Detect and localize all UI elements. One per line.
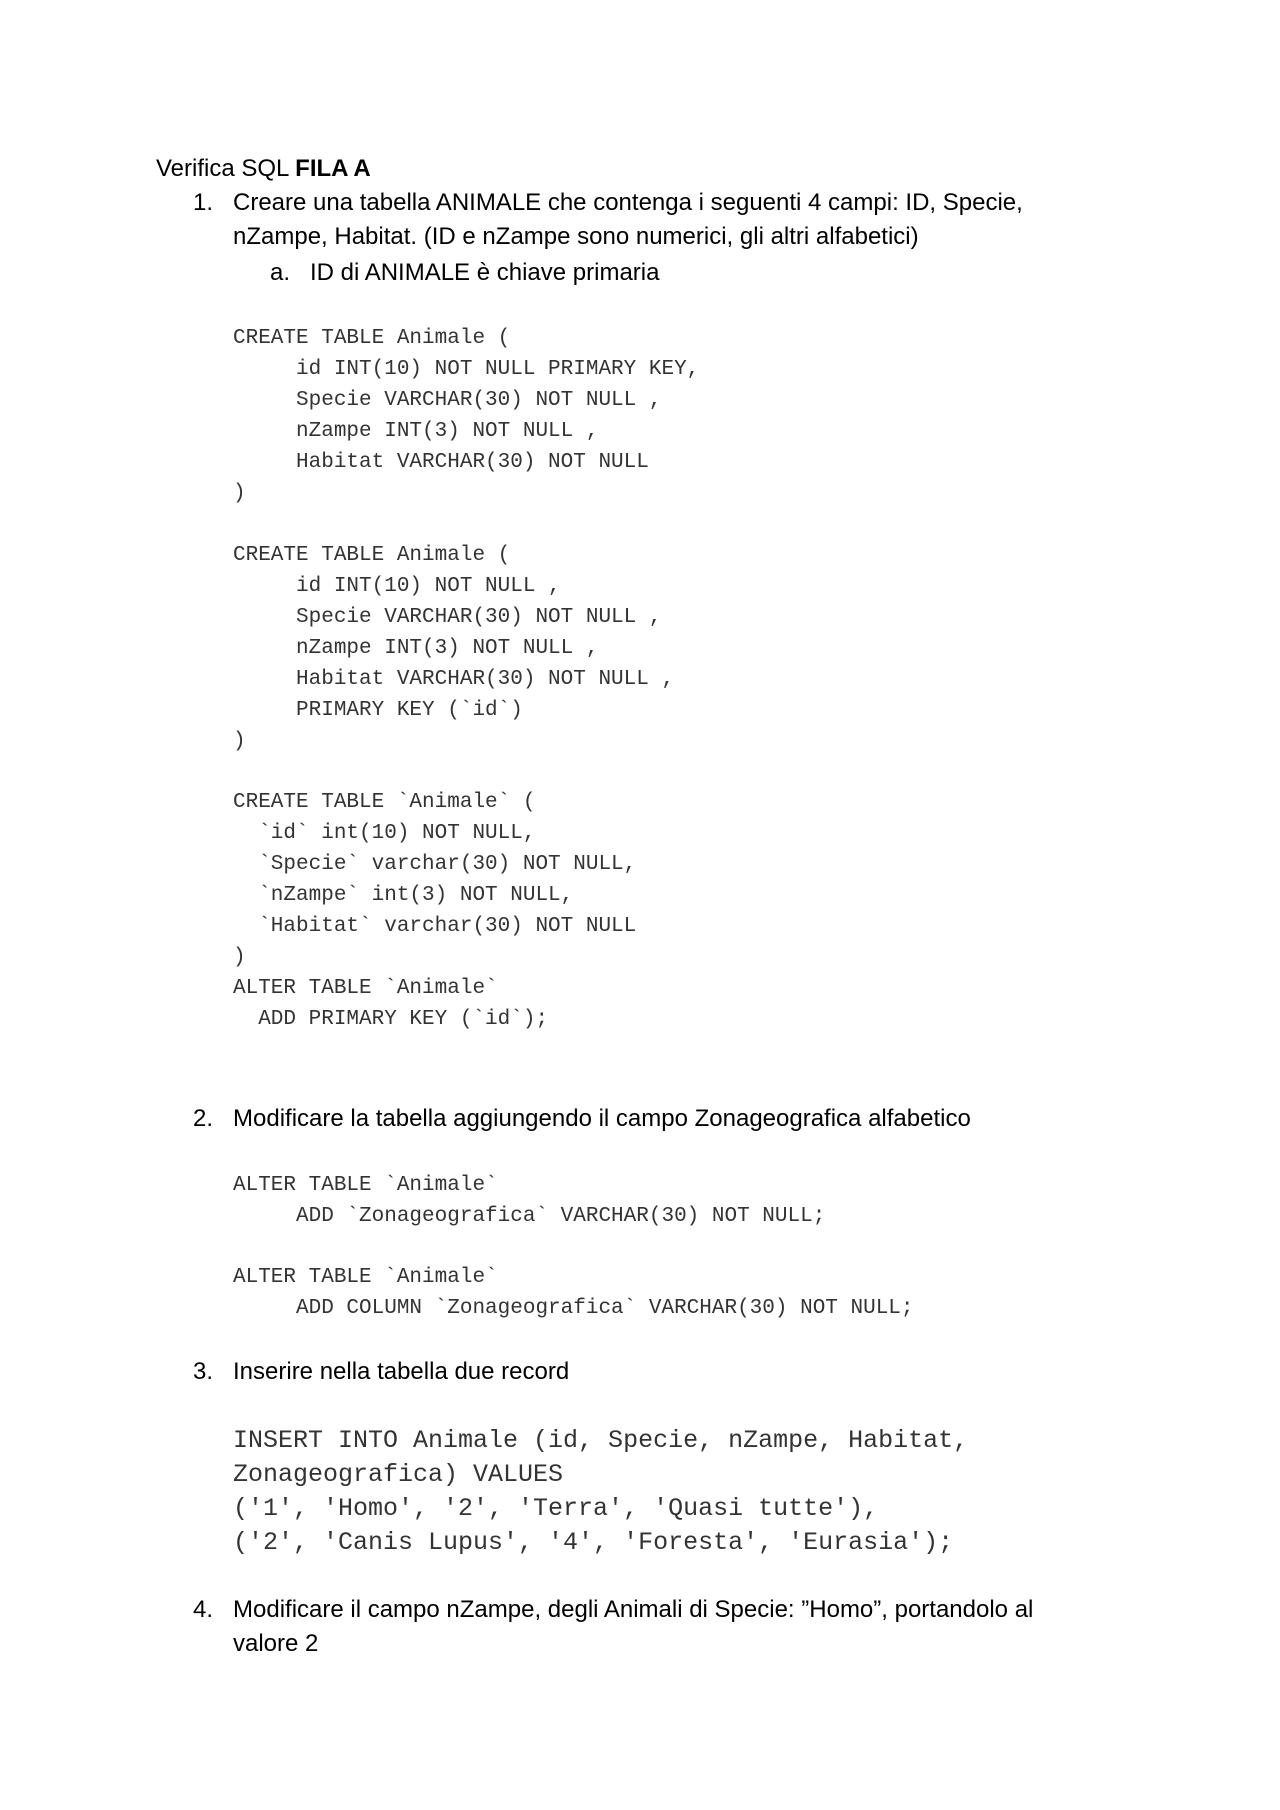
question-text-line2: valore 2 (233, 1630, 319, 1657)
question-1 (193, 186, 1023, 220)
question-text-line1: Modificare la tabella aggiungendo il campo Zonageografica alfabetico (233, 1105, 971, 1132)
question-1-sub-a (270, 256, 659, 290)
question-3 (193, 1355, 569, 1389)
question-text-line1: Modificare il campo nZampe, degli Animali di Specie: ”Homo”, portandolo al (233, 1596, 1034, 1623)
question-number: 4. (193, 1596, 214, 1623)
question-text-line1: Creare una tabella ANIMALE che contenga i seguenti 4 campi: ID, Specie, (233, 189, 1023, 216)
code-block-6: INSERT INTO Animale (id, Specie, nZampe, Habitat, Zonageografica) VALUES ('1', 'Homo', '2', 'Terra', 'Quasi tutte'), ('2', 'Canis Lupus', '4', 'Foresta', 'Eurasia'); (233, 1426, 969, 1557)
question-number: 2. (193, 1105, 214, 1132)
code-block-2: CREATE TABLE Animale ( id INT(10) NOT NULL , Specie VARCHAR(30) NOT NULL , nZampe INT(3) NOT NULL , Habitat VARCHAR(30) NOT NULL , PRIMARY KEY (`id`) ) (233, 544, 675, 753)
title-bold: FILA A (295, 155, 371, 182)
code-block-1: CREATE TABLE Animale ( id INT(10) NOT NULL PRIMARY KEY, Specie VARCHAR(30) NOT NULL , nZampe INT(3) NOT NULL , Habitat VARCHAR(30) NOT NULL ) (233, 327, 700, 505)
code-block-3: CREATE TABLE `Animale` ( `id` int(10) NOT NULL, `Specie` varchar(30) NOT NULL, `nZampe` int(3) NOT NULL, `Habitat` varchar(30) NOT NULL ) ALTER TABLE `Animale` ADD PRIMARY KEY (`id`); (233, 791, 637, 1031)
question-text-line1: Inserire nella tabella due record (233, 1358, 570, 1385)
sub-text: ID di ANIMALE è chiave primaria (310, 259, 660, 286)
question-4-line2 (193, 1627, 318, 1661)
sub-letter: a. (270, 259, 291, 286)
question-1-line2 (193, 220, 919, 254)
document-title (156, 152, 371, 186)
code-block-5: ALTER TABLE `Animale` ADD COLUMN `Zonageografica` VARCHAR(30) NOT NULL; (233, 1266, 914, 1320)
question-text-line2: nZampe, Habitat. (ID e nZampe sono numerici, gli altri alfabetici) (233, 223, 919, 250)
question-4 (193, 1593, 1033, 1627)
title-prefix: Verifica SQL (156, 155, 296, 182)
question-2 (193, 1102, 971, 1136)
question-number: 1. (193, 189, 214, 216)
question-number: 3. (193, 1358, 214, 1385)
code-block-4: ALTER TABLE `Animale` ADD `Zonageografica` VARCHAR(30) NOT NULL; (233, 1174, 826, 1228)
